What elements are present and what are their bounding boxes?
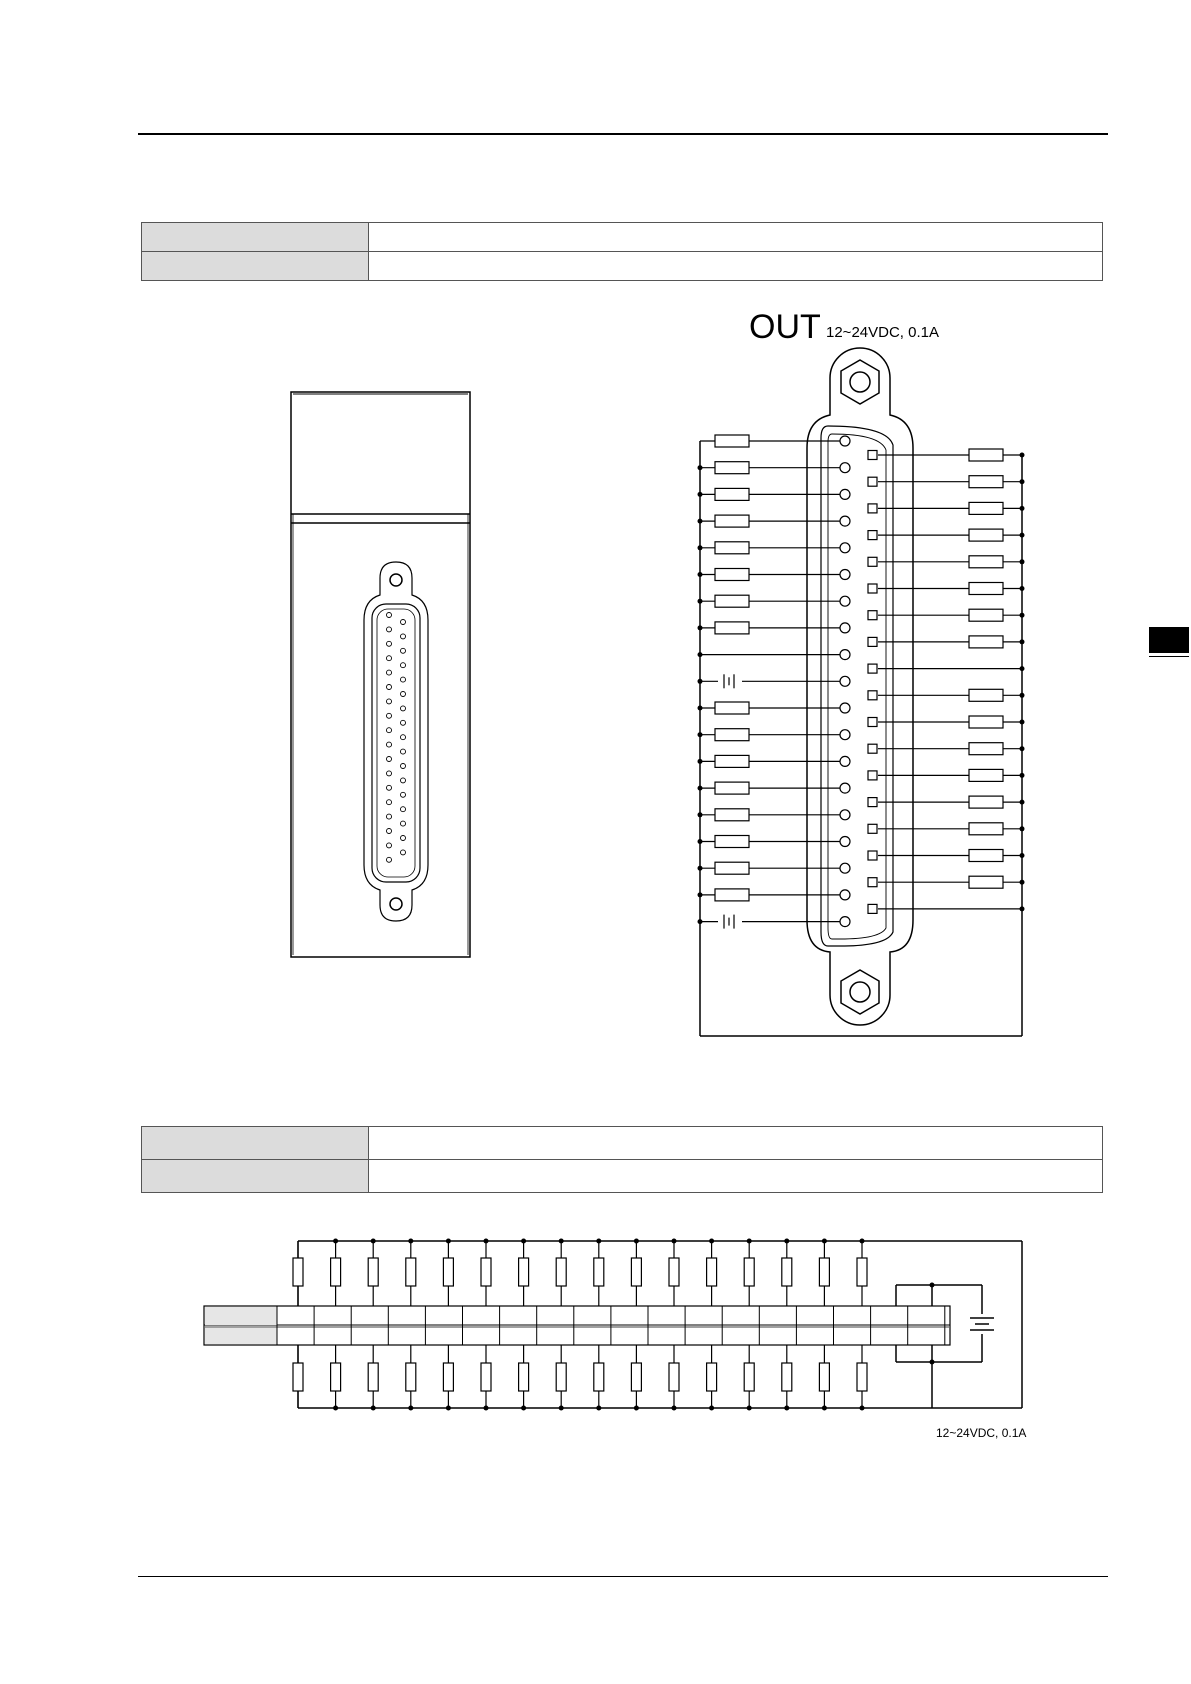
junction-dot [446, 1239, 451, 1244]
load-resistor [406, 1363, 416, 1391]
junction-dot [709, 1239, 714, 1244]
junction-dot [371, 1406, 376, 1411]
junction-dot [371, 1239, 376, 1244]
junction-dot [559, 1406, 564, 1411]
junction-dot [484, 1406, 489, 1411]
load-resistor [331, 1258, 341, 1286]
junction-dot [559, 1239, 564, 1244]
wiring-diagram-rating: 12~24VDC, 0.1A [826, 324, 939, 341]
junction-dot [596, 1406, 601, 1411]
load-resistor [744, 1258, 754, 1286]
terminal-label-cell [205, 1328, 277, 1344]
junction-dot [634, 1239, 639, 1244]
load-resistor [293, 1258, 303, 1286]
junction-dot [521, 1239, 526, 1244]
load-resistor [669, 1258, 679, 1286]
terminal-rating-note: 12~24VDC, 0.1A [936, 1426, 1027, 1440]
load-resistor [519, 1363, 529, 1391]
load-resistor [631, 1258, 641, 1286]
junction-dot [521, 1406, 526, 1411]
load-resistor [443, 1258, 453, 1286]
load-resistor [744, 1363, 754, 1391]
load-resistor [594, 1363, 604, 1391]
junction-dot [784, 1239, 789, 1244]
load-resistor [857, 1258, 867, 1286]
junction-dot [784, 1406, 789, 1411]
load-resistor [556, 1363, 566, 1391]
footer-rule [138, 1576, 1108, 1577]
load-resistor [631, 1363, 641, 1391]
load-resistor [331, 1363, 341, 1391]
junction-dot [408, 1239, 413, 1244]
junction-dot [408, 1406, 413, 1411]
junction-dot [484, 1239, 489, 1244]
junction-dot [446, 1406, 451, 1411]
junction-dot [333, 1406, 338, 1411]
junction-dot [860, 1239, 865, 1244]
load-resistor [368, 1363, 378, 1391]
terminal-label-cell [205, 1307, 277, 1325]
junction-dot [672, 1239, 677, 1244]
junction-dot [672, 1406, 677, 1411]
junction-dot [634, 1406, 639, 1411]
load-resistor [707, 1258, 717, 1286]
load-resistor [481, 1258, 491, 1286]
junction-dot [747, 1239, 752, 1244]
junction-dot [860, 1406, 865, 1411]
junction-dot [333, 1239, 338, 1244]
load-resistor [782, 1363, 792, 1391]
load-resistor [293, 1363, 303, 1391]
load-resistor [669, 1363, 679, 1391]
wiring-diagram-title: OUT [749, 308, 821, 346]
load-resistor [481, 1363, 491, 1391]
load-resistor [594, 1258, 604, 1286]
junction-dot [747, 1406, 752, 1411]
junction-dot [822, 1239, 827, 1244]
load-resistor [707, 1363, 717, 1391]
junction-dot [596, 1239, 601, 1244]
load-resistor [819, 1363, 829, 1391]
junction-dot [822, 1406, 827, 1411]
load-resistor [556, 1258, 566, 1286]
junction-dot [709, 1406, 714, 1411]
load-resistor [368, 1258, 378, 1286]
load-resistor [519, 1258, 529, 1286]
load-resistor [782, 1258, 792, 1286]
load-resistor [443, 1363, 453, 1391]
load-resistor [819, 1258, 829, 1286]
load-resistor [857, 1363, 867, 1391]
load-resistor [406, 1258, 416, 1286]
